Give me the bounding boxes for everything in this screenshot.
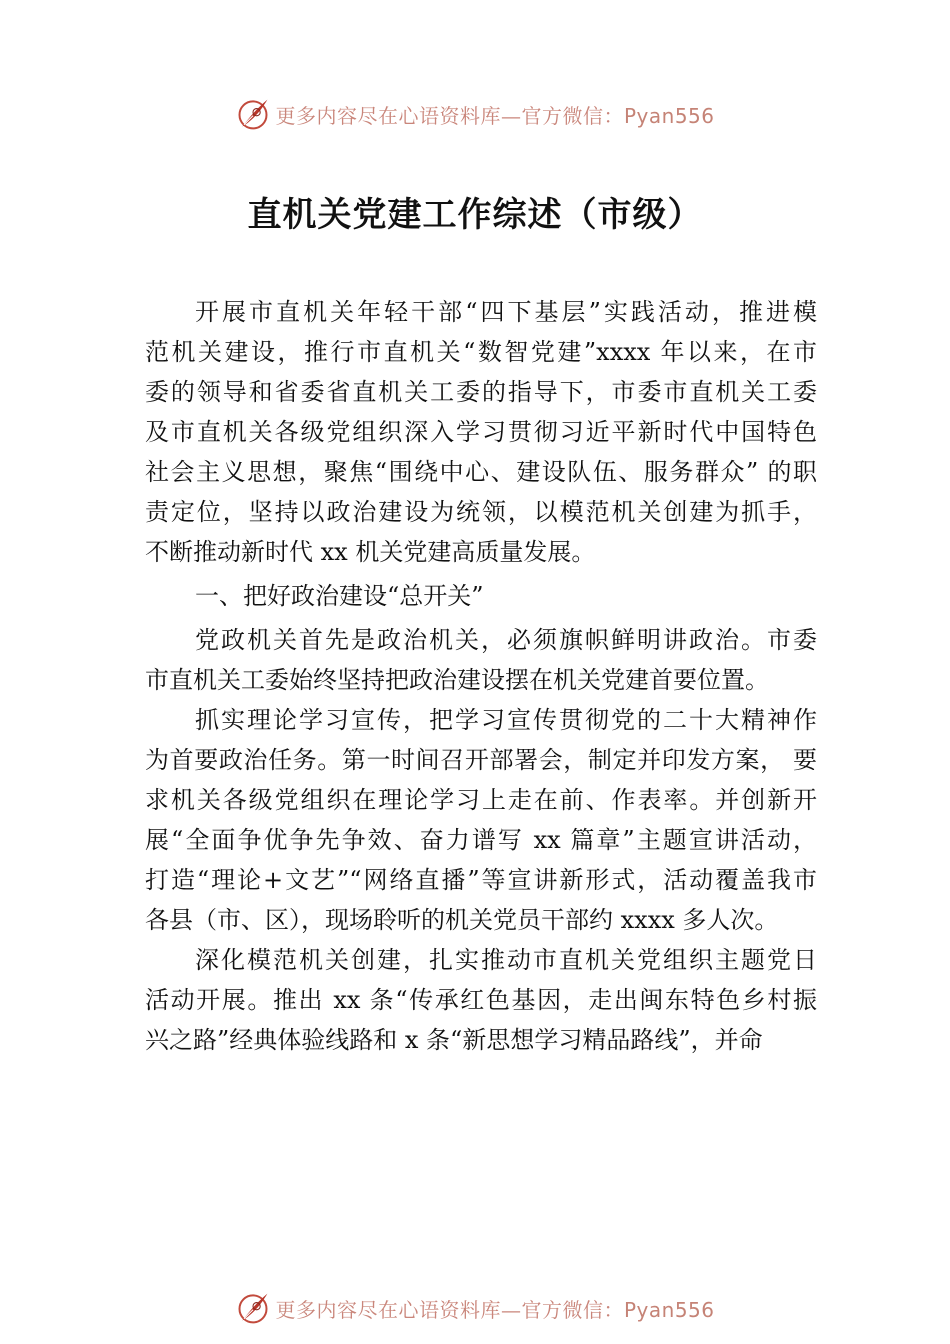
document-body: [145, 292, 817, 1060]
text-line: 市直机关工委始终坚持把政治建设摆在机关党建首要位置。: [145, 666, 769, 694]
text-line: 打造“理论+文艺”“网络直播”等宣讲新形式，活动覆盖我市: [145, 866, 817, 894]
footer-watermark: [0, 1288, 950, 1328]
text-line: 及市直机关各级党组织深入学习贯彻习近平新时代中国特色: [145, 418, 817, 446]
wechat-id: Pyan556: [623, 1297, 715, 1322]
watermark-text: [275, 1294, 714, 1323]
paragraph-4: [145, 940, 817, 1060]
watermark-label: 更多内容尽在心语资料库—官方微信：: [275, 103, 624, 128]
text-line: 范机关建设，推行市直机关“数智党建”xxxx 年以来，在市: [145, 338, 817, 366]
text-line: 不断推动新时代 xx 机关党建高质量发展。: [145, 538, 596, 566]
paragraph-2: [145, 620, 817, 700]
text-line: 开展市直机关年轻干部“四下基层”实践活动，推进模: [195, 298, 817, 326]
text-line: 展“全面争优争先争效、奋力谱写 xx 篇章”主题宣讲活动，: [145, 826, 817, 854]
text-line: 抓实理论学习宣传，把学习宣传贯彻党的二十大精神作: [195, 706, 817, 734]
quill-logo-icon: [235, 96, 271, 132]
watermark-text: [275, 100, 714, 129]
text-line: 委的领导和省委省直机关工委的指导下，市委市直机关工委: [145, 378, 817, 406]
header-watermark: [0, 94, 950, 134]
text-line: 各县（市、区），现场聆听的机关党员干部约 xxxx 多人次。: [145, 906, 779, 934]
watermark-label: 更多内容尽在心语资料库—官方微信：: [275, 1297, 624, 1322]
text-line: 兴之路”经典体验线路和 x 条“新思想学习精品路线”，并命: [145, 1026, 763, 1054]
paragraph-1: [145, 292, 817, 572]
text-line: 求机关各级党组织在理论学习上走在前、作表率。并创新开: [145, 786, 817, 814]
document-title: 直机关党建工作综述（市级）: [247, 195, 703, 235]
text-line: 活动开展。推出 xx 条“传承红色基因，走出闽东特色乡村振: [145, 986, 817, 1014]
text-line: 为首要政治任务。第一时间召开部署会，制定并印发方案， 要: [145, 746, 817, 774]
text-line: 一、把好政治建设“总开关”: [195, 582, 484, 610]
section-heading: [145, 576, 817, 616]
text-line: 党政机关首先是政治机关，必须旗帜鲜明讲政治。市委: [195, 626, 817, 654]
text-line: 深化模范机关创建，扎实推动市直机关党组织主题党日: [195, 946, 817, 974]
text-line: 责定位，坚持以政治建设为统领，以模范机关创建为抓手，: [145, 498, 817, 526]
quill-logo-icon: [235, 1290, 271, 1326]
text-line: 社会主义思想，聚焦“围绕中心、建设队伍、服务群众” 的职: [145, 458, 817, 486]
wechat-id: Pyan556: [623, 103, 715, 128]
paragraph-3: [145, 700, 817, 940]
